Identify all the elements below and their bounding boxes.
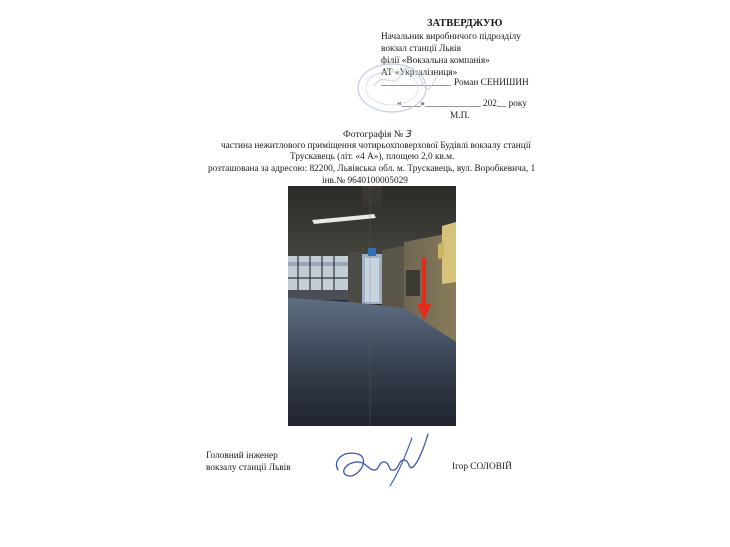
approval-title: ЗАТВЕРДЖУЮ (427, 18, 503, 29)
description-line-3: розташована за адресою: 82200, Львівська обл. м. Трускавець, вул. Воробкевича, 1 (208, 164, 536, 174)
approval-date-line: «____»____________ 202__ року (397, 99, 527, 109)
signer-name: Ігор СОЛОВІЙ (452, 462, 512, 472)
description-line-4: інв.№ 9640100005029 (322, 176, 408, 186)
signer-position-line: Головний інженер (206, 451, 278, 461)
hallway-photo (288, 186, 456, 426)
photo-number: 3 (405, 129, 413, 140)
approval-signature-blank: _______________ (381, 78, 451, 88)
approval-signature-mark-icon (370, 64, 440, 94)
approval-name: Роман СЕНИШИН (454, 78, 529, 88)
description-line-2: Трускавець (літ. «4 А»), площею 2,0 кв.м. (290, 152, 455, 162)
seal-place-label: М.П. (450, 111, 470, 121)
photo-title (343, 130, 412, 140)
handwritten-signature-icon (330, 430, 430, 492)
approval-company-line: АТ «Укрзалізниця» (381, 68, 458, 78)
photo-title-prefix: Фотографія № (343, 129, 404, 140)
approval-unit-line: вокзал станції Львів (381, 44, 461, 54)
description-line-1: частина нежитлового приміщення чотирьохповерхової Будівлі вокзалу станції (221, 141, 531, 151)
signer-unit-line: вокзалу станції Львів (206, 463, 291, 473)
approval-branch-line: філії «Вокзальна компанія» (381, 56, 490, 66)
approval-position-line: Начальник виробничого підрозділу (381, 32, 521, 42)
